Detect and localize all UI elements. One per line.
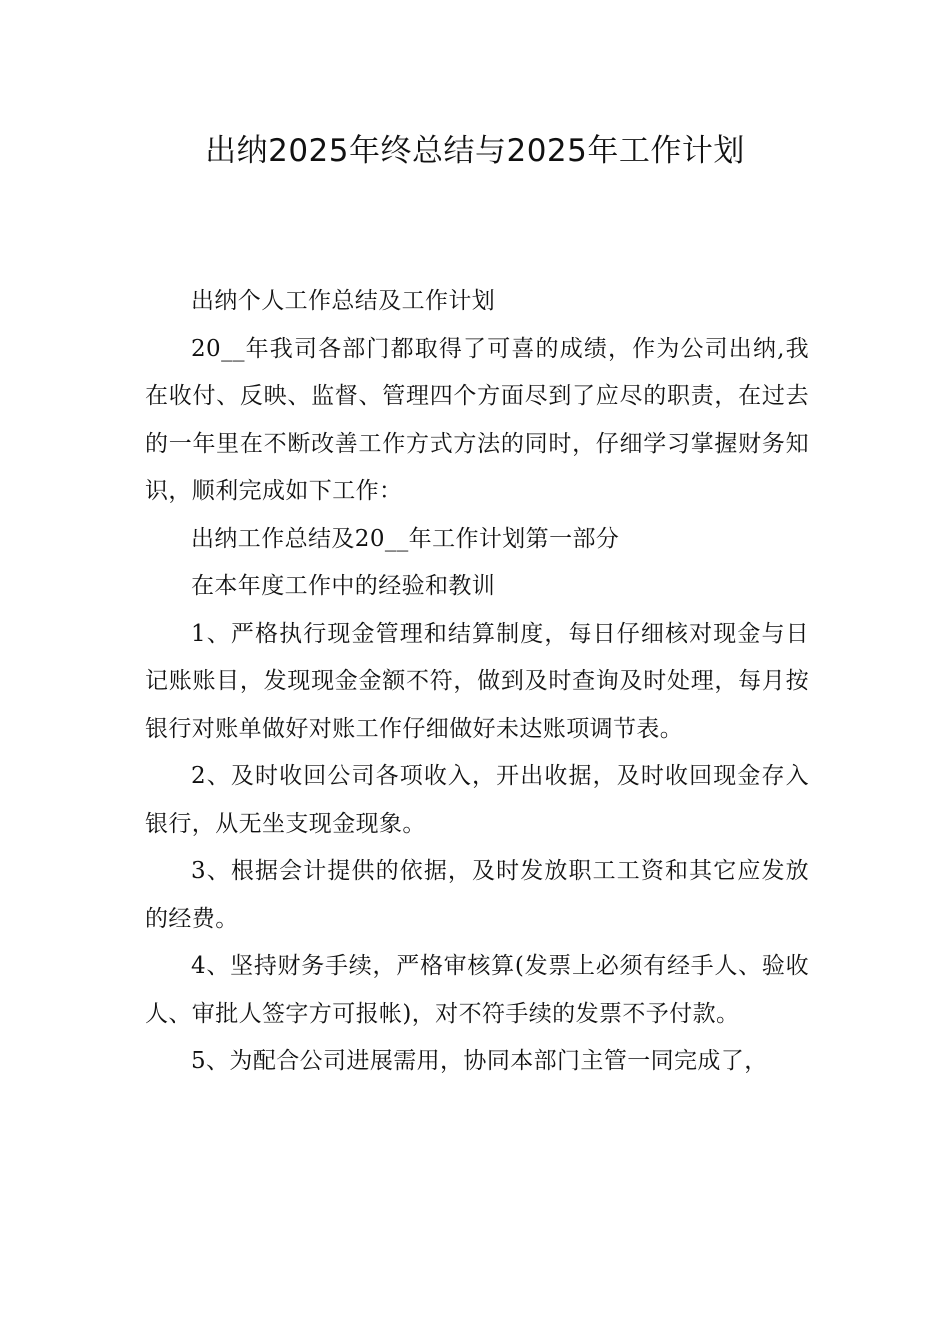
paragraph-item-3: 3、根据会计提供的依据，及时发放职工工资和其它应发放的经费。 bbox=[145, 858, 809, 932]
paragraph-section-heading: 出纳工作总结及20__年工作计划第一部分 bbox=[191, 525, 620, 552]
paragraph-item-2: 2、及时收回公司各项收入，开出收据，及时收回现金存入银行，从无坐支现金现象。 bbox=[145, 763, 809, 837]
document-title: 出纳2025年终总结与2025年工作计划 bbox=[205, 133, 745, 169]
paragraph-item-5: 5、为配合公司进展需用，协同本部门主管一同完成了， bbox=[191, 1048, 768, 1074]
paragraph-heading-personal-summary: 出纳个人工作总结及工作计划 bbox=[191, 288, 496, 314]
paragraph-intro: 20__年我司各部门都取得了可喜的成绩，作为公司出纳,我在收付、反映、监督、管理四个方面尽到了应尽的职责，在过去的一年里在不断改善工作方式方法的同时，仔细学习掌握财务知识，顺利完成如下工作： bbox=[145, 335, 809, 504]
paragraph-subheading-experience: 在本年度工作中的经验和教训 bbox=[191, 573, 496, 599]
document-body bbox=[145, 278, 809, 1086]
paragraph-item-1: 1、严格执行现金管理和结算制度，每日仔细核对现金与日记账账目，发现现金金额不符，做到及时查询及时处理，每月按银行对账单做好对账工作仔细做好未达账项调节表。 bbox=[145, 620, 809, 742]
paragraph-item-4: 4、坚持财务手续，严格审核算(发票上必须有经手人、验收人、审批人签字方可报帐)，对不符手续的发票不予付款。 bbox=[145, 953, 809, 1027]
